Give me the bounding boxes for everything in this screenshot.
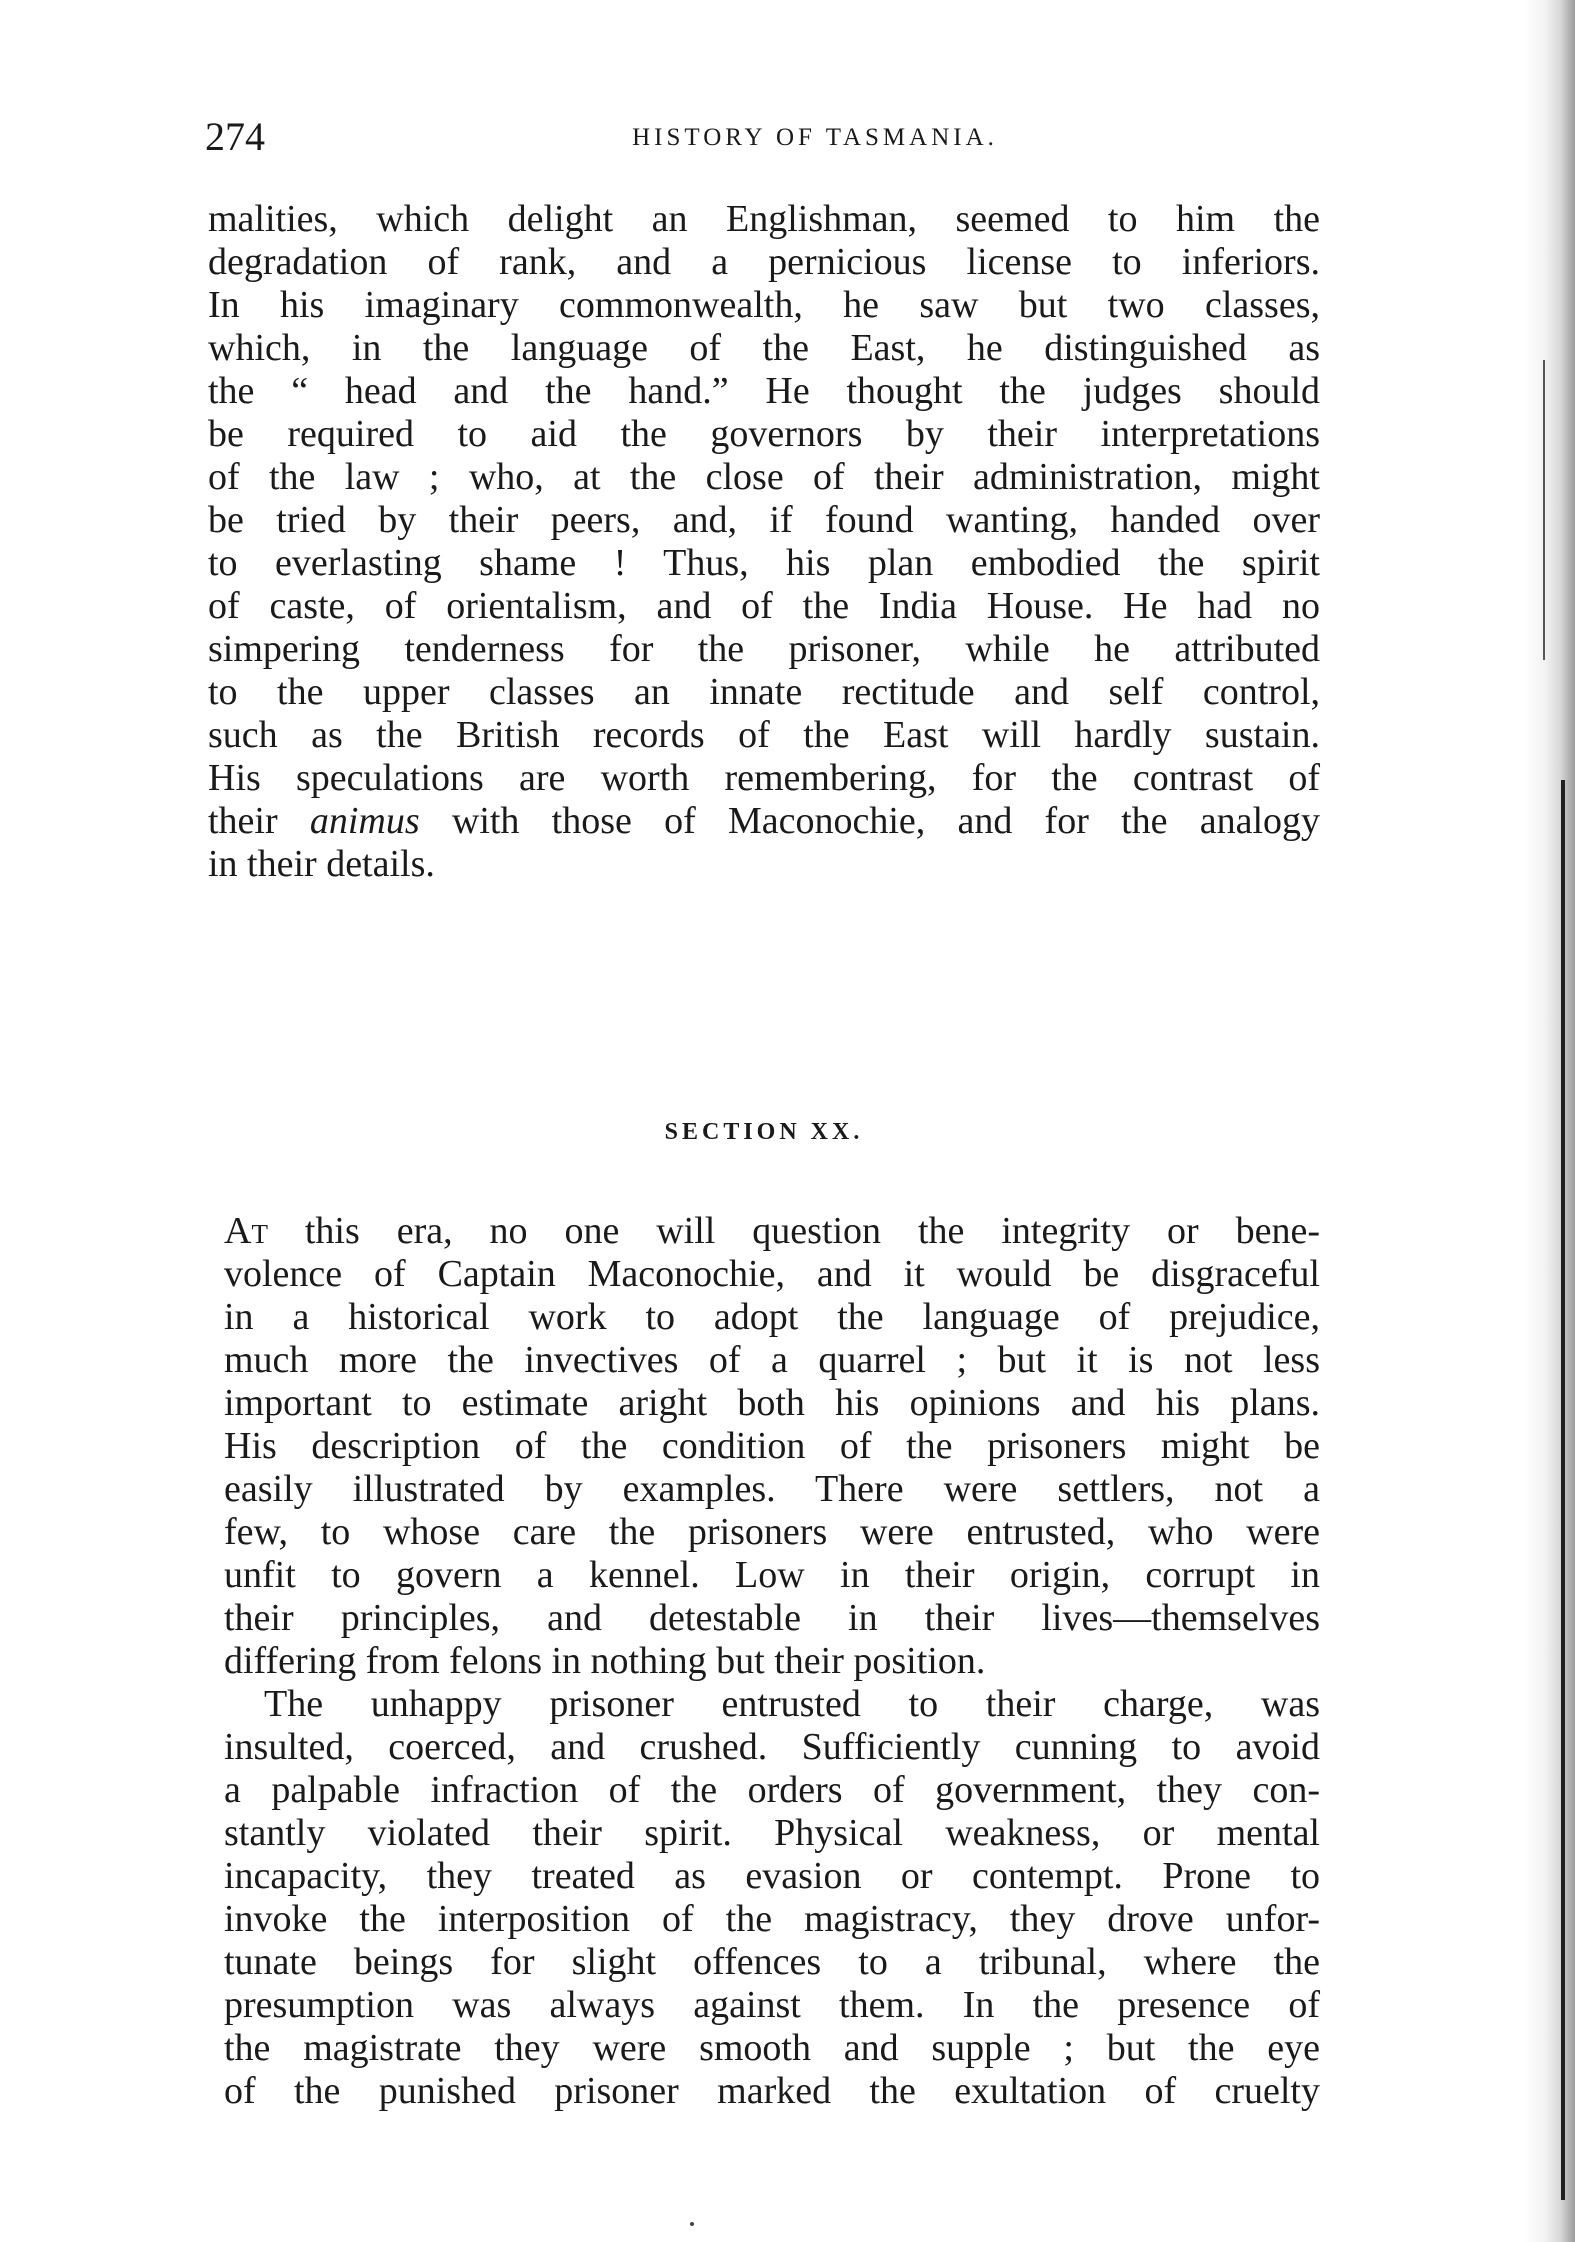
- text-line: The unhappy prisoner entrusted to their charge, was: [264, 1683, 1320, 1725]
- ink-speck: [690, 2222, 694, 2226]
- text-line: differing from felons in nothing but their position.: [224, 1640, 986, 1682]
- text-line: the “ head and the hand.” He thought the judges should: [208, 370, 1320, 412]
- text-line: much more the invectives of a quarrel ; but it is not less: [224, 1339, 1320, 1381]
- page-number: 274: [205, 114, 265, 159]
- text-line: His speculations are worth remembering, for the contrast of: [208, 757, 1320, 799]
- text-line: such as the British records of the East will hardly sustain.: [208, 714, 1320, 756]
- text-line: their principles, and detestable in their lives—themselves: [224, 1597, 1320, 1639]
- section-heading: SECTION XX.: [664, 1119, 864, 1145]
- text-line: in their details.: [208, 843, 435, 885]
- text-line: of the law ; who, at the close of their administration, might: [208, 456, 1320, 498]
- text-line: of the punished prisoner marked the exultation of cruelty: [224, 2070, 1320, 2112]
- text-line: a palpable infraction of the orders of government, they con-: [224, 1769, 1320, 1811]
- text-line: few, to whose care the prisoners were entrusted, who were: [224, 1511, 1320, 1553]
- text-line: malities, which delight an Englishman, seemed to him the: [208, 198, 1320, 240]
- page-header: [205, 112, 1325, 162]
- text-line: be tried by their peers, and, if found wanting, handed over: [208, 499, 1320, 541]
- text-line: easily illustrated by examples. There were settlers, not a: [224, 1468, 1320, 1510]
- text-line: which, in the language of the East, he distinguished as: [208, 327, 1320, 369]
- text-line: presumption was always against them. In the presence of: [224, 1984, 1320, 2026]
- text-line: In his imaginary commonwealth, he saw but two classes,: [208, 284, 1320, 326]
- text-line: the magistrate they were smooth and supple ; but the eye: [224, 2027, 1320, 2069]
- text-line: to the upper classes an innate rectitude and self control,: [208, 671, 1320, 713]
- running-title: HISTORY OF TASMANIA.: [632, 124, 998, 151]
- binding-edge-mark: [1561, 780, 1565, 2200]
- small-caps-opening: At: [224, 1210, 268, 1252]
- page-edge-shadow: [1525, 0, 1575, 2242]
- text-span: with those of Maconochie, and for the analogy: [419, 800, 1321, 842]
- text-line: simpering tenderness for the prisoner, while he attributed: [208, 628, 1320, 670]
- text-line: important to estimate aright both his opinions and his plans.: [224, 1382, 1320, 1424]
- text-line: volence of Captain Maconochie, and it would be disgraceful: [224, 1253, 1320, 1295]
- text-line: to everlasting shame ! Thus, his plan embodied the spirit: [208, 542, 1320, 584]
- text-line: of caste, of orientalism, and of the India House. He had no: [208, 585, 1320, 627]
- text-line: tunate beings for slight offences to a tribunal, where the: [224, 1941, 1320, 1983]
- italic-word: animus: [309, 800, 420, 842]
- text-span: this era, no one will question the integrity or bene-: [267, 1210, 1320, 1252]
- text-line: incapacity, they treated as evasion or contempt. Prone to: [224, 1855, 1320, 1897]
- text-line: unfit to govern a kennel. Low in their origin, corrupt in: [224, 1554, 1320, 1596]
- text-line-opening: [224, 1210, 1320, 1253]
- binding-edge-mark: [1543, 360, 1545, 660]
- paragraph-3: [224, 1683, 1320, 2113]
- paragraph-1: [208, 198, 1320, 886]
- paragraph-2: [224, 1210, 1320, 1683]
- text-line: in a historical work to adopt the language of prejudice,: [224, 1296, 1320, 1338]
- text-line: insulted, coerced, and crushed. Sufficiently cunning to avoid: [224, 1726, 1320, 1768]
- text-line: degradation of rank, and a pernicious license to inferiors.: [208, 241, 1320, 283]
- text-line: His description of the condition of the prisoners might be: [224, 1425, 1320, 1467]
- text-line-with-italic: [208, 800, 1320, 843]
- text-line: be required to aid the governors by their interpretations: [208, 413, 1320, 455]
- text-line: invoke the interposition of the magistracy, they drove unfor-: [224, 1898, 1320, 1940]
- text-line: stantly violated their spirit. Physical weakness, or mental: [224, 1812, 1320, 1854]
- text-span: their: [208, 800, 310, 842]
